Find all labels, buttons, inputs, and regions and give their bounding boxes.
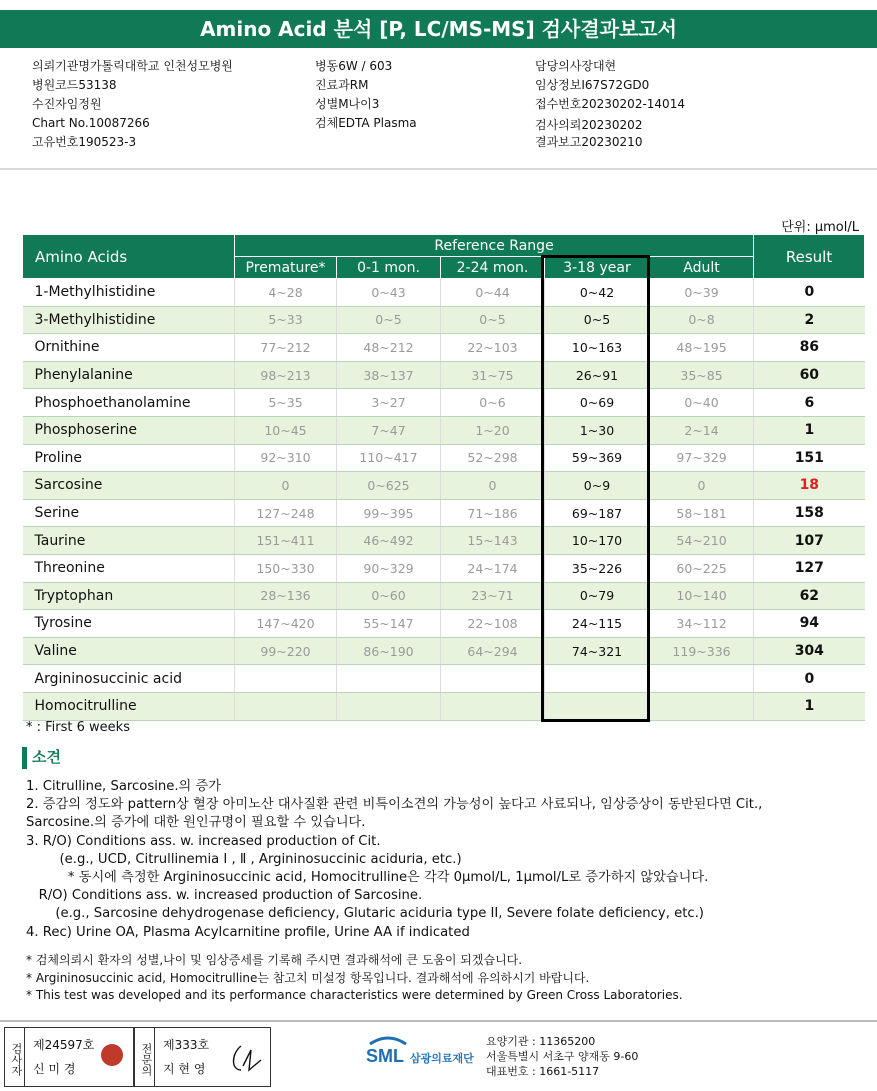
reference-range-cell: 31~75: [441, 361, 545, 389]
info-value: 임정원: [66, 97, 102, 111]
reference-range-cell: [337, 665, 441, 693]
info-label: 진료과: [315, 78, 350, 92]
info-row: [535, 57, 616, 75]
info-row: [535, 116, 642, 134]
reference-range-cell: 28~136: [235, 582, 337, 610]
info-label: 결과보고: [535, 135, 582, 149]
header-reference-range: Reference Range: [235, 235, 754, 257]
doctor-license-no: 제333호: [163, 1038, 210, 1052]
table-row: [23, 472, 865, 500]
amino-acid-name: Tryptophan: [23, 582, 235, 610]
reference-range-cell: 0~6: [441, 389, 545, 417]
reference-range-cell: 0~39: [650, 279, 754, 307]
amino-acid-name: Homocitrulline: [23, 692, 235, 720]
info-value: 3: [371, 97, 380, 111]
info-label: 의뢰기관명: [32, 59, 90, 73]
reference-range-cell: 38~137: [337, 361, 441, 389]
doctor-signature-box: [134, 1027, 271, 1087]
finding-line: (e.g., Sarcosine dehydrogenase deficiency, Glutaric aciduria type II, Severe folate deficiency, etc.): [26, 906, 704, 922]
info-label: 검사의뢰: [535, 118, 582, 132]
amino-acid-name: Phosphoethanolamine: [23, 389, 235, 417]
doctor-label: 전문의: [135, 1028, 155, 1086]
org-name: 삼광의료재단: [410, 1052, 474, 1065]
reference-range-cell: 58~181: [650, 499, 754, 527]
finding-line: (e.g., UCD, Citrullinemia Ⅰ , Ⅱ , Argininosuccinic aciduria, etc.): [26, 851, 462, 867]
info-row: [315, 95, 379, 113]
reference-range-cell: 22~108: [441, 610, 545, 638]
result-value: 0: [754, 279, 865, 307]
reference-range-cell: 71~186: [441, 499, 545, 527]
info-label: 나이: [348, 97, 372, 111]
reference-range-cell: 24~174: [441, 554, 545, 582]
amino-acid-name: Proline: [23, 444, 235, 472]
note-line: * Argininosuccinic acid, Homocitrulline는 참고치 미설정 항목입니다. 결과해석에 유의하시기 바랍니다.: [26, 970, 590, 985]
reference-range-cell: 1~30: [545, 416, 650, 444]
reference-range-cell: 127~248: [235, 499, 337, 527]
subheader: 2-24 mon.: [441, 257, 545, 279]
reference-range-cell: 5~33: [235, 306, 337, 334]
subheader: 0-1 mon.: [337, 257, 441, 279]
reference-range-cell: 1~20: [441, 416, 545, 444]
reference-range-cell: 10~163: [545, 334, 650, 362]
reference-range-cell: 0~79: [545, 582, 650, 610]
org-details: [486, 1034, 638, 1079]
result-value: 2: [754, 306, 865, 334]
reference-range-cell: 0~43: [337, 279, 441, 307]
reference-range-cell: [650, 692, 754, 720]
info-row: [32, 95, 102, 113]
reference-range-cell: 35~226: [545, 554, 650, 582]
info-row: [315, 76, 368, 94]
amino-acid-name: Taurine: [23, 527, 235, 555]
reference-range-cell: 60~225: [650, 554, 754, 582]
result-value: 1: [754, 416, 865, 444]
result-value: 6: [754, 389, 865, 417]
finding-line: * 동시에 측정한 Argininosuccinic acid, Homocitrulline은 각각 0µmol/L, 1µmol/L로 증가하지 않았습니다.: [26, 870, 709, 886]
reference-range-cell: [441, 692, 545, 720]
note-line: * This test was developed and its performance characteristics were determined by Green Cross Laboratories.: [26, 988, 683, 1002]
result-value: 86: [754, 334, 865, 362]
result-value: 0: [754, 665, 865, 693]
reference-range-cell: 147~420: [235, 610, 337, 638]
subheader: 3-18 year: [545, 257, 650, 279]
header-result: Result: [754, 235, 865, 279]
reference-range-cell: 35~85: [650, 361, 754, 389]
info-value: M: [338, 97, 349, 111]
info-row: [535, 133, 642, 151]
reference-range-cell: 48~195: [650, 334, 754, 362]
reference-range-cell: [650, 665, 754, 693]
table-row: [23, 582, 865, 610]
reference-range-cell: 0~9: [545, 472, 650, 500]
result-value: 1: [754, 692, 865, 720]
org-line: 대표번호 : 1661-5117: [486, 1065, 600, 1078]
amino-acid-name: Threonine: [23, 554, 235, 582]
info-value: 6W / 603: [338, 59, 393, 73]
reference-range-cell: 69~187: [545, 499, 650, 527]
info-value: RM: [349, 78, 369, 92]
logo-text: SML: [366, 1046, 404, 1066]
info-label: 수진자: [32, 97, 67, 111]
reference-range-cell: 74~321: [545, 637, 650, 665]
result-value: 94: [754, 610, 865, 638]
amino-acid-name: Tyrosine: [23, 610, 235, 638]
reference-range-cell: 10~170: [545, 527, 650, 555]
table-row: [23, 499, 865, 527]
reference-range-cell: 90~329: [337, 554, 441, 582]
reference-range-cell: 10~45: [235, 416, 337, 444]
info-value: 20230202: [581, 118, 643, 132]
handwritten-signature-icon: [227, 1040, 263, 1076]
info-value: 20230202-14014: [581, 97, 685, 111]
seal-stamp-icon: [101, 1044, 123, 1066]
info-row: [535, 95, 685, 113]
reference-range-cell: 46~492: [337, 527, 441, 555]
reference-range-cell: 52~298: [441, 444, 545, 472]
table-row: [23, 334, 865, 362]
finding-line: 3. R/O) Conditions ass. w. increased production of Cit.: [26, 833, 381, 849]
reference-range-cell: 0~8: [650, 306, 754, 334]
subheader: Premature*: [235, 257, 337, 279]
reference-range-cell: 0: [650, 472, 754, 500]
reference-range-cell: 0~40: [650, 389, 754, 417]
reference-range-cell: 34~112: [650, 610, 754, 638]
reference-range-cell: 59~369: [545, 444, 650, 472]
reference-range-cell: 0: [441, 472, 545, 500]
section-title: 소견: [32, 748, 61, 766]
reference-range-cell: 64~294: [441, 637, 545, 665]
finding-line: Sarcosine.의 증가에 대한 원인규명이 필요할 수 있습니다.: [26, 815, 366, 831]
org-line: 요양기관 : 11365200: [486, 1035, 596, 1048]
info-value: 53138: [78, 78, 117, 92]
reference-range-cell: [235, 665, 337, 693]
table-row: [23, 637, 865, 665]
finding-line: 1. Citrulline, Sarcosine.의 증가: [26, 779, 221, 794]
reference-range-cell: 10~140: [650, 582, 754, 610]
divider: [0, 168, 877, 170]
finding-line: 4. Rec) Urine OA, Plasma Acylcarnitine profile, Urine AA if indicated: [26, 924, 470, 940]
tester-license-no: 제24597호: [33, 1038, 95, 1052]
table-row: [23, 527, 865, 555]
table-row: [23, 692, 865, 720]
reference-range-cell: 110~417: [337, 444, 441, 472]
info-row: [32, 116, 150, 134]
result-value: 62: [754, 582, 865, 610]
reference-range-cell: 55~147: [337, 610, 441, 638]
reference-range-cell: 119~336: [650, 637, 754, 665]
reference-range-cell: 92~310: [235, 444, 337, 472]
reference-range-cell: [441, 665, 545, 693]
reference-range-cell: 54~210: [650, 527, 754, 555]
table-row: [23, 665, 865, 693]
amino-acid-name: Argininosuccinic acid: [23, 665, 235, 693]
section-marker: [22, 747, 27, 769]
reference-range-cell: 86~190: [337, 637, 441, 665]
reference-range-cell: 24~115: [545, 610, 650, 638]
info-label: 담당의사: [535, 59, 582, 73]
reference-range-cell: 22~103: [441, 334, 545, 362]
amino-acid-name: Phenylalanine: [23, 361, 235, 389]
tester-label: 검사자: [5, 1028, 25, 1086]
info-label: 병원코드: [32, 78, 79, 92]
reference-range-cell: [337, 692, 441, 720]
info-row: [32, 57, 233, 75]
header-amino-acids: Amino Acids: [23, 235, 235, 279]
result-value: 18: [754, 472, 865, 500]
reference-range-cell: 99~220: [235, 637, 337, 665]
info-value: I67S72GD0: [581, 78, 650, 92]
note-line: * 검체의뢰시 환자의 성별,나이 및 임상증세를 기록해 주시면 결과해석에 큰 도움이 되겠습니다.: [26, 953, 523, 967]
footer-divider: [0, 1020, 877, 1022]
findings: [26, 778, 762, 942]
table-row: [23, 306, 865, 334]
finding-line: R/O) Conditions ass. w. increased production of Sarcosine.: [26, 888, 423, 904]
table-row: [23, 389, 865, 417]
report-title: Amino Acid 분석 [P, LC/MS-MS] 검사결과보고서: [0, 10, 877, 48]
result-value: 151: [754, 444, 865, 472]
reference-range-cell: 7~47: [337, 416, 441, 444]
reference-range-cell: 0~5: [337, 306, 441, 334]
result-value: 127: [754, 554, 865, 582]
table-row: [23, 610, 865, 638]
reference-range-cell: 48~212: [337, 334, 441, 362]
org-line: 서울특별시 서초구 양재동 9-60: [486, 1050, 639, 1063]
amino-acid-name: Phosphoserine: [23, 416, 235, 444]
info-value: 190523-3: [78, 135, 137, 149]
info-label: 병동: [315, 59, 339, 73]
amino-acid-name: 1-Methylhistidine: [23, 279, 235, 307]
reference-range-cell: 3~27: [337, 389, 441, 417]
reference-range-cell: 0~44: [441, 279, 545, 307]
info-row: [535, 76, 649, 94]
reference-range-cell: 0~625: [337, 472, 441, 500]
info-row: [32, 133, 136, 151]
info-value: 장대현: [581, 59, 617, 73]
info-value: 가톨릭대학교 인천성모병원: [89, 59, 233, 73]
reference-range-cell: 98~213: [235, 361, 337, 389]
doctor-name: 지 현 영: [163, 1062, 206, 1076]
info-label: Chart No.: [32, 116, 89, 130]
amino-acid-name: Ornithine: [23, 334, 235, 362]
info-label: 고유번호: [32, 135, 79, 149]
reference-range-cell: 99~395: [337, 499, 441, 527]
reference-range-cell: 15~143: [441, 527, 545, 555]
result-value: 107: [754, 527, 865, 555]
info-value: 20230210: [581, 135, 643, 149]
finding-line: 2. 증감의 정도와 pattern상 혈장 아미노산 대사질환 관련 비특이소견의 가능성이 높다고 사료되나, 임상증상이 동반된다면 Cit.,: [26, 797, 763, 813]
result-value: 304: [754, 637, 865, 665]
reference-range-cell: 0~42: [545, 279, 650, 307]
reference-range-cell: 151~411: [235, 527, 337, 555]
table-row: [23, 554, 865, 582]
org-logo: [366, 1034, 474, 1074]
table-row: [23, 279, 865, 307]
amino-acid-name: Serine: [23, 499, 235, 527]
info-row: [315, 114, 417, 132]
footnote: * : First 6 weeks: [26, 720, 130, 735]
reference-range-cell: 0: [235, 472, 337, 500]
reference-range-cell: 97~329: [650, 444, 754, 472]
reference-range-cell: 23~71: [441, 582, 545, 610]
info-value: 10087266: [88, 116, 150, 130]
reference-range-cell: 150~330: [235, 554, 337, 582]
reference-range-cell: 2~14: [650, 416, 754, 444]
info-label: 검체: [315, 116, 339, 130]
tester-signature-box: [4, 1027, 134, 1087]
table-row: [23, 361, 865, 389]
reference-range-cell: 0~69: [545, 389, 650, 417]
table-row: [23, 416, 865, 444]
info-label: 접수번호: [535, 97, 582, 111]
results-table: [22, 234, 865, 721]
reference-range-cell: 0~60: [337, 582, 441, 610]
info-value: EDTA Plasma: [338, 116, 417, 130]
amino-acid-name: 3-Methylhistidine: [23, 306, 235, 334]
info-row: [32, 76, 117, 94]
unit-label: 단위: µmol/L: [781, 220, 859, 235]
reference-range-cell: 77~212: [235, 334, 337, 362]
info-label: 성별: [315, 97, 339, 111]
info-row: [315, 57, 392, 75]
highlight-3-18-year-box: [541, 255, 650, 722]
tester-name: 신 미 경: [33, 1062, 76, 1076]
reference-range-cell: [235, 692, 337, 720]
reference-range-cell: 5~35: [235, 389, 337, 417]
reference-range-cell: 0~5: [545, 306, 650, 334]
result-value: 158: [754, 499, 865, 527]
amino-acid-name: Valine: [23, 637, 235, 665]
reference-range-cell: 4~28: [235, 279, 337, 307]
amino-acid-name: Sarcosine: [23, 472, 235, 500]
table-row: [23, 444, 865, 472]
info-label: 임상정보: [535, 78, 582, 92]
notes: [26, 952, 683, 1005]
result-value: 60: [754, 361, 865, 389]
reference-range-cell: 26~91: [545, 361, 650, 389]
reference-range-cell: 0~5: [441, 306, 545, 334]
subheader: Adult: [650, 257, 754, 279]
